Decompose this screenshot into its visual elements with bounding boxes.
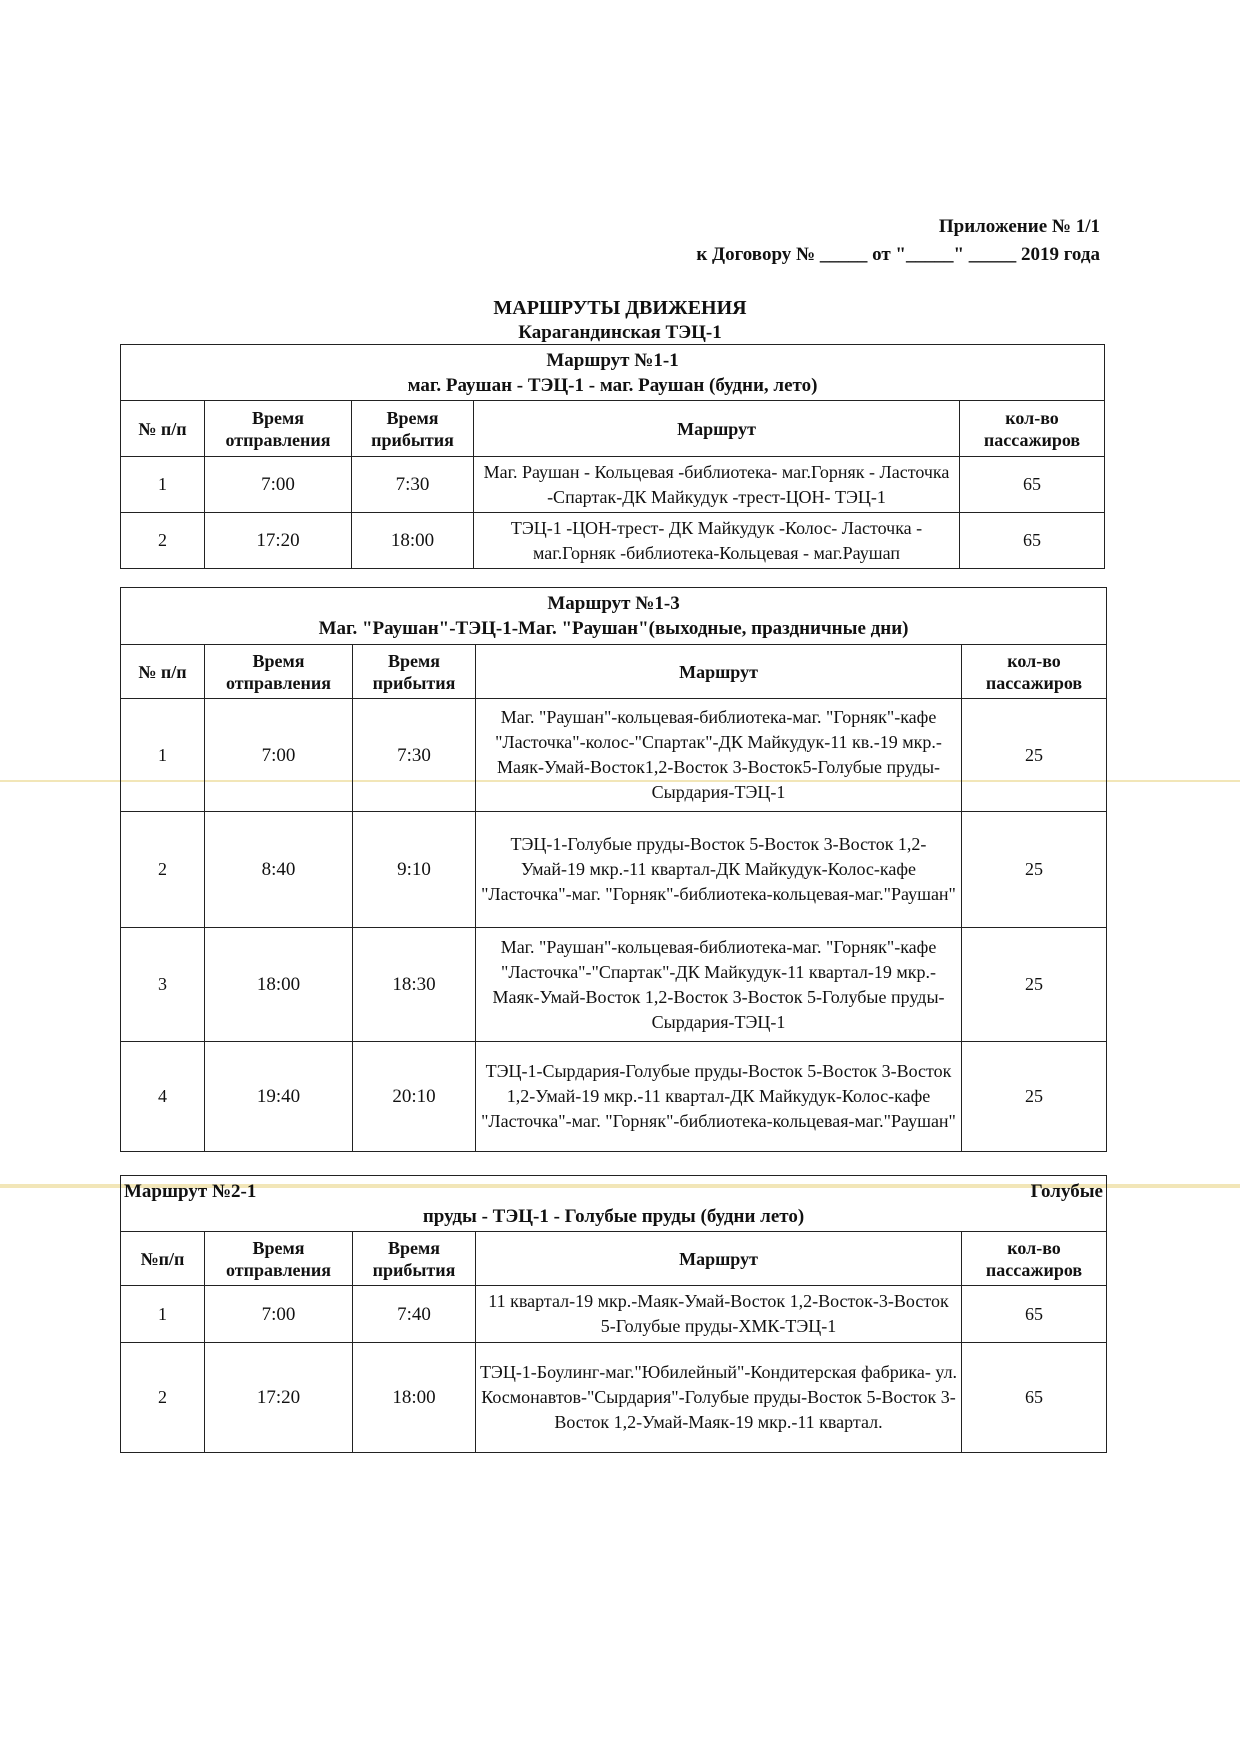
- cell-route: Маг. "Раушан"-кольцевая-библиотека-маг. "Горняк"-кафе "Ласточка"-"Спартак"-ДК Майкудук-11 квартал-19 мкр.-Маяк-Умай-Восток 1,2-Восток 3-Восток 5-Голубые пруды-Сырдария-ТЭЦ-1: [476, 928, 962, 1042]
- col-header-route: Маршрут: [474, 401, 960, 457]
- route-description: пруды - ТЭЦ-1 - Голубые пруды (будни лето): [422, 1205, 805, 1227]
- col-header-departure: Время отправления: [205, 401, 352, 457]
- cell-num: 1: [121, 699, 205, 812]
- cell-departure: 7:00: [205, 699, 353, 812]
- table-row: [121, 928, 1107, 1042]
- cell-passengers: 65: [960, 457, 1105, 513]
- col-header-route: Маршрут: [476, 1232, 962, 1286]
- cell-passengers: 25: [962, 812, 1107, 928]
- cell-arrival: 7:30: [352, 457, 474, 513]
- cell-arrival: 20:10: [353, 1042, 476, 1152]
- cell-num: 1: [121, 457, 205, 513]
- cell-num: 3: [121, 928, 205, 1042]
- cell-departure: 8:40: [205, 812, 353, 928]
- col-header-num: № п/п: [121, 401, 205, 457]
- appendix-line-1: Приложение № 1/1: [938, 216, 1100, 237]
- route-caption: [121, 345, 1105, 401]
- appendix-line-2: к Договору № _____ от "_____" _____ 2019 года: [696, 244, 1100, 265]
- col-header-departure: Время отправления: [205, 1232, 353, 1286]
- table-row: [121, 1042, 1107, 1152]
- col-header-route: Маршрут: [476, 645, 962, 699]
- col-header-num: № п/п: [121, 645, 205, 699]
- document-subtitle: Карагандинская ТЭЦ-1: [518, 322, 722, 343]
- col-header-passengers: кол-во пассажиров: [962, 1232, 1107, 1286]
- col-header-passengers: кол-во пассажиров: [960, 401, 1105, 457]
- cell-departure: 17:20: [205, 1343, 353, 1453]
- cell-departure: 18:00: [205, 928, 353, 1042]
- col-header-arrival: Время прибытия: [353, 645, 476, 699]
- table-row: [121, 1286, 1107, 1343]
- route-table-1-1: [120, 344, 1105, 569]
- route-caption: [121, 588, 1107, 645]
- route-name: Маршрут №1-1: [546, 349, 679, 371]
- route-name: Маршрут №1-3: [547, 593, 680, 614]
- table-row: [121, 1343, 1107, 1453]
- cell-route: Маг. Раушан - Кольцевая -библиотека- маг.Горняк - Ласточка -Спартак-ДК Майкудук -трест-ЦОН- ТЭЦ-1: [474, 457, 960, 513]
- cell-departure: 17:20: [205, 513, 352, 569]
- cell-passengers: 65: [960, 513, 1105, 569]
- cell-passengers: 65: [962, 1343, 1107, 1453]
- col-header-arrival: Время прибытия: [353, 1232, 476, 1286]
- cell-arrival: 7:30: [353, 699, 476, 812]
- table-row: [121, 699, 1107, 812]
- cell-route: ТЭЦ-1-Боулинг-маг."Юбилейный"-Кондитерская фабрика- ул. Космонавтов-"Сырдария"-Голубые пруды-Восток 5-Восток 3-Восток 1,2-Умай-Маяк-19 мкр.-11 квартал.: [476, 1343, 962, 1453]
- col-header-departure: Время отправления: [205, 645, 353, 699]
- cell-departure: 19:40: [205, 1042, 353, 1152]
- route-name: Маршрут №2-1: [124, 1180, 257, 1202]
- appendix-note: [696, 213, 1100, 269]
- cell-route: 11 квартал-19 мкр.-Маяк-Умай-Восток 1,2-Восток-3-Восток 5-Голубые пруды-ХМК-ТЭЦ-1: [476, 1286, 962, 1343]
- cell-num: 2: [121, 812, 205, 928]
- route-description: маг. Раушан - ТЭЦ-1 - маг. Раушан (будни, лето): [407, 374, 818, 396]
- cell-arrival: 7:40: [353, 1286, 476, 1343]
- route-caption: [121, 1176, 1107, 1232]
- cell-passengers: 25: [962, 1042, 1107, 1152]
- cell-passengers: 25: [962, 699, 1107, 812]
- cell-route: ТЭЦ-1 -ЦОН-трест- ДК Майкудук -Колос- Ласточка - маг.Горняк -библиотека-Кольцевая - маг.Раушап: [474, 513, 960, 569]
- route-description: Маг. "Раушан"-ТЭЦ-1-Маг. "Раушан"(выходные, праздничные дни): [318, 618, 909, 639]
- table-row: [121, 513, 1105, 569]
- cell-passengers: 25: [962, 928, 1107, 1042]
- route-name-continued: Голубые: [1030, 1180, 1103, 1202]
- cell-arrival: 18:00: [353, 1343, 476, 1453]
- table-row: [121, 457, 1105, 513]
- cell-route: Маг. "Раушан"-кольцевая-библиотека-маг. "Горняк"-кафе "Ласточка"-колос-"Спартак"-ДК Майкудук-11 кв.-19 мкр.-Маяк-Умай-Восток1,2-Восток 3-Восток5-Голубые пруды-Сырдария-ТЭЦ-1: [476, 699, 962, 812]
- document-title: МАРШРУТЫ ДВИЖЕНИЯ: [493, 297, 747, 319]
- cell-arrival: 18:30: [353, 928, 476, 1042]
- cell-num: 2: [121, 513, 205, 569]
- col-header-num: №п/п: [121, 1232, 205, 1286]
- cell-departure: 7:00: [205, 457, 352, 513]
- cell-passengers: 65: [962, 1286, 1107, 1343]
- route-table-1-3: [120, 587, 1107, 1152]
- col-header-passengers: кол-во пассажиров: [962, 645, 1107, 699]
- col-header-arrival: Время прибытия: [352, 401, 474, 457]
- cell-arrival: 18:00: [352, 513, 474, 569]
- cell-route: ТЭЦ-1-Голубые пруды-Восток 5-Восток 3-Восток 1,2-Умай-19 мкр.-11 квартал-ДК Майкудук-Колос-кафе "Ласточка"-маг. "Горняк"-библиотека-кольцевая-маг."Раушан": [476, 812, 962, 928]
- cell-num: 1: [121, 1286, 205, 1343]
- cell-num: 2: [121, 1343, 205, 1453]
- cell-num: 4: [121, 1042, 205, 1152]
- cell-arrival: 9:10: [353, 812, 476, 928]
- cell-route: ТЭЦ-1-Сырдария-Голубые пруды-Восток 5-Восток 3-Восток 1,2-Умай-19 мкр.-11 квартал-ДК Майкудук-Колос-кафе "Ласточка"-маг. "Горняк"-библиотека-кольцевая-маг."Раушан": [476, 1042, 962, 1152]
- route-table-2-1: [120, 1175, 1107, 1453]
- cell-departure: 7:00: [205, 1286, 353, 1343]
- table-row: [121, 812, 1107, 928]
